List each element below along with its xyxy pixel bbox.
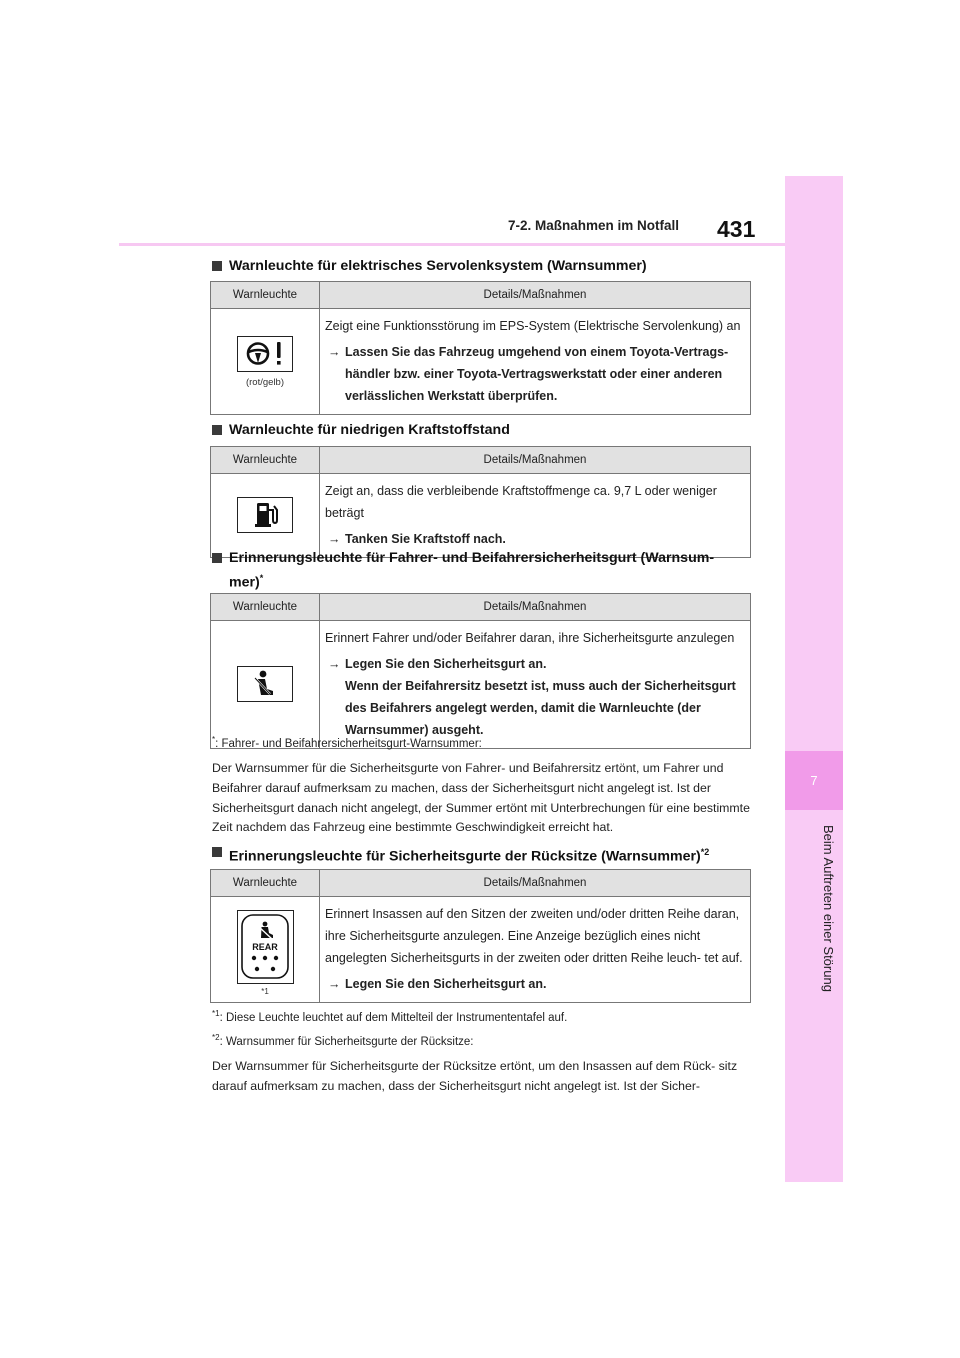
arrow-icon: →: [328, 532, 341, 546]
section-heading-seatbelt: Erinnerungsleuchte für Fahrer- und Beifahrersicherheitsgurt (Warnsum- mer)*: [212, 548, 752, 593]
icon-caption: (rot/gelb): [245, 376, 284, 388]
footnote-star: *: Fahrer- und Beifahrersicherheitsgurt-Warnsummer:: [212, 735, 482, 750]
footnote-mark: *: [259, 573, 264, 583]
footnote-star2-paragraph: Der Warnsummer für Sicherheitsgurte der Rücksitze ertönt, um den Insassen auf dem Rück- sitz darauf aufmerksam zu machen, dass der Sicherheitsgurt nicht angelegt ist. Ist der Sicher-: [212, 1059, 738, 1093]
section-heading-eps: Warnleuchte für elektrisches Servolenksystem (Warnsummer): [212, 256, 647, 276]
action-text: → Legen Sie den Sicherheitsgurt an.: [325, 973, 744, 995]
details-cell: [320, 621, 751, 749]
table-header-details: Details/Maßnahmen: [320, 447, 751, 474]
action-text: → Legen Sie den Sicherheitsgurt an.: [325, 653, 744, 675]
table-header-details: Details/Maßnahmen: [320, 282, 751, 309]
page-number: 431: [717, 216, 756, 242]
details-cell: [320, 474, 751, 558]
footnote-star-paragraph: Der Warnsummer für die Sicherheitsgurte von Fahrer- und Beifahrersitz ertönt, um Fahrer und Beifahrer darauf aufmerksam zu machen, dass der Sicherheitsgurt nicht angelegt ist. Ist der Sicherheitsgurt danach nicht angelegt, der Summer ertönt mit Unterbrechungen für eine bestimmte Zeit nachdem das Fahrzeug eine bestimmte Geschwindigkeit erreicht hat.: [212, 761, 750, 835]
header-rule: [119, 243, 785, 246]
fuel-pump-icon: [237, 497, 293, 533]
warning-table-fuel: [210, 446, 751, 558]
table-header-light: Warnleuchte: [211, 870, 320, 897]
footnote-star1: $^{*1}$: Diese Leuchte leuchtet auf dem Mittelteil der Instrumententafel auf.: [212, 1009, 568, 1024]
icon-cell: [211, 474, 320, 558]
side-tab-title-text: Beim Auftreten einer Störung: [821, 825, 836, 992]
steering-warning-icon: [237, 336, 293, 372]
arrow-icon: →: [328, 345, 341, 359]
action-text: → Tanken Sie Kraftstoff nach.: [325, 528, 744, 550]
table-header-light: Warnleuchte: [211, 282, 320, 309]
heading-square-icon: [212, 261, 222, 271]
side-tab-title: [785, 825, 843, 1055]
description-text: Zeigt an, dass die verbleibende Kraftstoffmenge ca. 9,7 L oder weniger beträgt: [325, 484, 717, 520]
section-heading-fuel: Warnleuchte für niedrigen Kraftstoffstand: [212, 420, 510, 440]
seatbelt-icon: [237, 666, 293, 702]
arrow-icon: →: [328, 977, 341, 991]
heading-square-icon: [212, 425, 222, 435]
table-header-light: Warnleuchte: [211, 594, 320, 621]
description-text: Erinnert Fahrer und/oder Beifahrer daran, ihre Sicherheitsgurte anzulegen: [325, 631, 735, 645]
arrow-icon: →: [328, 657, 341, 671]
rear-seatbelt-icon: [237, 910, 294, 984]
warning-table-eps: [210, 281, 751, 415]
description-text: Zeigt eine Funktionsstörung im EPS-System (Elektrische Servolenkung) an: [325, 319, 741, 333]
section-heading-rear-seatbelt: Erinnerungsleuchte für Sicherheitsgurte der Rücksitze (Warnsummer)$^{*2}$: [212, 842, 709, 867]
footnote-mark: *2: [700, 847, 710, 857]
icon-cell: [211, 309, 320, 415]
side-tab-number: 7: [785, 751, 843, 810]
table-header-light: Warnleuchte: [211, 447, 320, 474]
chapter-header: 7-2. Maßnahmen im Notfall: [508, 218, 680, 233]
icon-cell: [211, 897, 320, 1003]
details-cell: [320, 309, 751, 415]
description-text: Erinnert Insassen auf den Sitzen der zweiten und/oder dritten Reihe daran, ihre Sicherheitsgurte anzulegen. Eine Anzeige bezüglich eines nicht angelegten Sicherheitsgurts in der zweiten oder dritten Reihe leuch- tet auf.: [325, 907, 743, 965]
action-text: → Lassen Sie das Fahrzeug umgehend von einem Toyota-Vertragshändler bzw. einer Toyota-Vertragswerkstatt oder einer anderen verlässlichen Werkstatt überprüfen.: [325, 341, 744, 407]
rear-label: REAR: [252, 941, 278, 952]
footnote-star2: $^{*2}$: Warnsummer für Sicherheitsgurte der Rücksitze:: [212, 1033, 474, 1048]
warning-table-rear-seatbelt: [210, 869, 751, 1003]
heading-square-icon: [212, 553, 222, 563]
action-subtext: Wenn der Beifahrersitz besetzt ist, muss auch der Sicherheitsgurt des Beifahrers angelegt werden, damit die Warnleuchte (der Warnsummer) ausgeht.: [345, 679, 736, 737]
details-cell: [320, 897, 751, 1003]
table-header-details: Details/Maßnahmen: [320, 870, 751, 897]
icon-caption: *1: [261, 986, 269, 996]
heading-square-icon: [212, 847, 222, 857]
icon-cell: [211, 621, 320, 749]
warning-table-seatbelt: [210, 593, 751, 749]
table-header-details: Details/Maßnahmen: [320, 594, 751, 621]
